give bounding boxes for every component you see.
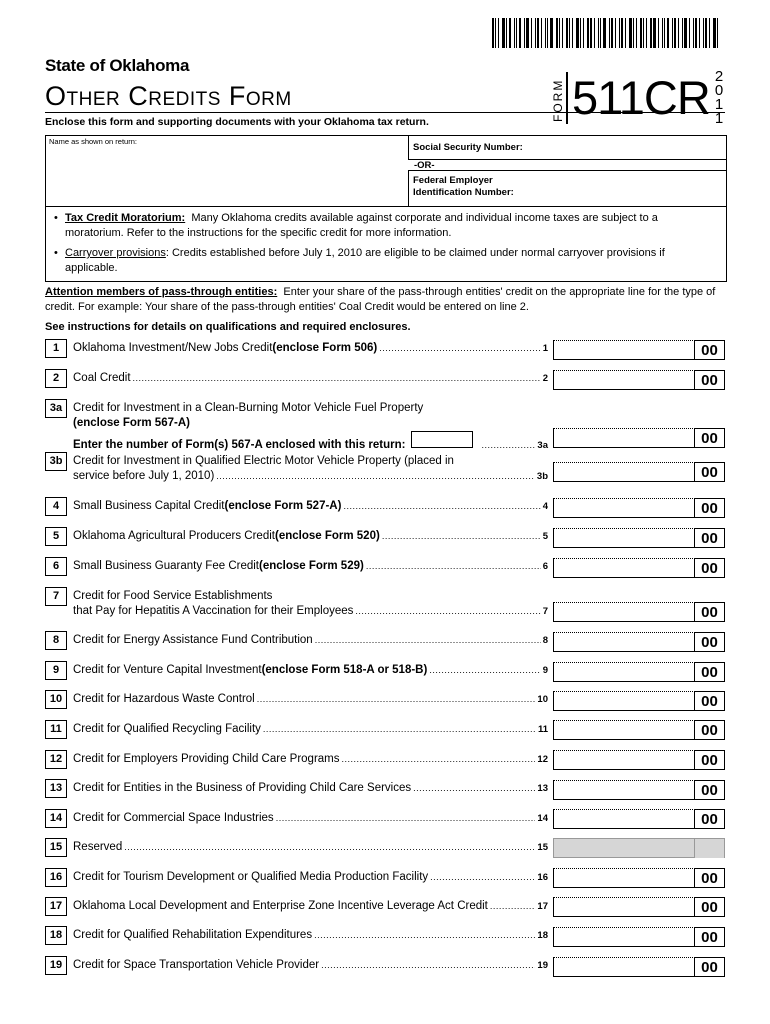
barcode-bar (664, 18, 665, 48)
carryover-notice (54, 246, 718, 276)
barcode (492, 18, 724, 48)
line-text-row (73, 499, 548, 514)
leader-dots (430, 870, 535, 885)
line-text-row (73, 840, 548, 855)
line-text-row (73, 692, 548, 707)
cents-field: 00 (694, 957, 724, 977)
barcode-bar (498, 18, 499, 48)
line-ref: 8 (542, 635, 548, 646)
line-description (73, 589, 548, 619)
barcode-bar (662, 18, 663, 48)
leader-dots (490, 899, 536, 914)
amount-field-line-2[interactable] (553, 370, 725, 390)
moratorium-title: Tax Credit Moratorium: (65, 212, 186, 224)
line-text: Credit for Venture Capital Investment (73, 664, 262, 676)
barcode-bar (705, 18, 707, 48)
line-text: service before July 1, 2010) (73, 470, 215, 482)
year-digit: 0 (714, 82, 724, 99)
cents-field: 00 (694, 428, 724, 448)
barcode-bar (537, 18, 539, 48)
barcode-bar (514, 18, 515, 48)
line-text-row (73, 663, 548, 678)
line-text-row (73, 811, 548, 826)
line-number: 19 (45, 956, 67, 975)
line-text-row (73, 899, 548, 914)
line-description (73, 341, 548, 356)
moratorium-text: Many Oklahoma credits available against corporate and individual income taxes are subject to a moratorium. Refer to the instructions for the specific credit for more information. (65, 212, 658, 239)
line-text-row (73, 416, 548, 431)
leader-dots (315, 633, 541, 648)
form-number: 511CR (566, 72, 706, 124)
barcode-bar (598, 18, 599, 48)
barcode-bar (541, 18, 542, 48)
line-text: that Pay for Hepatitis A Vaccination for their Employees (73, 605, 354, 617)
line-description (73, 401, 548, 453)
line-number: 9 (45, 661, 67, 680)
barcode-bar (615, 18, 616, 48)
barcode-bar (646, 18, 647, 48)
amount-field-line-18[interactable] (553, 927, 725, 947)
line-text: Oklahoma Local Development and Enterprise Zone Incentive Leverage Act Credit (73, 900, 488, 912)
amount-field-line-7[interactable] (553, 602, 725, 622)
line-description (73, 529, 548, 544)
line-number: 2 (45, 369, 67, 388)
barcode-bar (519, 18, 521, 48)
line-text-row (73, 454, 548, 469)
line-ref: 12 (537, 754, 548, 765)
barcode-bar (699, 18, 700, 48)
barcode-bar (506, 18, 507, 48)
line-ref: 18 (537, 930, 548, 941)
leader-dots (342, 752, 536, 767)
line-text-row (73, 371, 548, 386)
barcode-bar (713, 18, 716, 48)
line-description (73, 633, 548, 648)
line-text-row (73, 722, 548, 737)
amount-field-line-13[interactable] (553, 780, 725, 800)
line-description (73, 958, 548, 973)
line-number: 3a (45, 399, 67, 418)
barcode-bar (556, 18, 558, 48)
barcode-bar (678, 18, 679, 48)
barcode-bar (547, 18, 548, 48)
barcode-bar (658, 18, 659, 48)
amount-field-line-5[interactable] (553, 528, 725, 548)
barcode-bar (566, 18, 568, 48)
form-title: Other Credits Form (45, 81, 292, 111)
line-text-row (73, 431, 548, 453)
line-text-row (73, 341, 548, 356)
amount-field-line-19[interactable] (553, 957, 725, 977)
cents-field (694, 838, 724, 858)
line-number: 18 (45, 926, 67, 945)
form-label: FORM (551, 78, 565, 122)
line-text-row (73, 401, 548, 416)
year-digit: 1 (714, 110, 724, 127)
barcode-bar (636, 18, 637, 48)
line-description (73, 499, 548, 514)
leader-dots (257, 692, 536, 707)
tax-year (712, 70, 726, 126)
amount-field-line-10[interactable] (553, 691, 725, 711)
barcode-bar (709, 18, 710, 48)
line-ref: 1 (542, 343, 548, 354)
barcode-bar (594, 18, 595, 48)
barcode-bar (703, 18, 704, 48)
cents-field: 00 (694, 927, 724, 947)
line-text: Credit for Qualified Rehabilitation Expenditures (73, 929, 313, 941)
notice-box (45, 206, 727, 282)
line-ref: 19 (537, 960, 548, 971)
barcode-bar (516, 18, 517, 48)
leader-dots (379, 341, 540, 356)
cents-field: 00 (694, 780, 724, 800)
leader-dots (355, 604, 540, 619)
line-description (73, 692, 548, 707)
line-enclose-note: (enclose Form 567-A) (73, 417, 190, 429)
line-description (73, 811, 548, 826)
fein-label-line2: Identification Number: (413, 187, 514, 198)
barcode-bar (693, 18, 694, 48)
line-description (73, 840, 548, 855)
barcode-bar (650, 18, 652, 48)
line-text-row (73, 559, 548, 574)
cents-field: 00 (694, 528, 724, 548)
line-number: 1 (45, 339, 67, 358)
line-description (73, 870, 548, 885)
year-digit: 2 (714, 68, 724, 85)
amount-field-line-3b[interactable] (553, 462, 725, 482)
line-number: 7 (45, 587, 67, 606)
line-ref: 10 (537, 694, 548, 705)
amount-field-line-1[interactable] (553, 340, 725, 360)
barcode-bar (580, 18, 581, 48)
leader-dots (343, 499, 540, 514)
barcode-bar (695, 18, 697, 48)
line-ref: 15 (537, 842, 548, 853)
line-text: Credit for Energy Assistance Fund Contribution (73, 634, 313, 646)
line-description (73, 663, 548, 678)
barcode-bar (629, 18, 632, 48)
line-number: 12 (45, 750, 67, 769)
attention-paragraph (45, 285, 729, 315)
moratorium-notice (54, 211, 718, 241)
line-number: 5 (45, 527, 67, 546)
line-text-row (73, 928, 548, 943)
line-number: 14 (45, 809, 67, 828)
leader-dots (429, 663, 540, 678)
line-number: 13 (45, 779, 67, 798)
leader-dots (321, 958, 535, 973)
line-number: 6 (45, 557, 67, 576)
amount-field-line-11[interactable] (553, 720, 725, 740)
barcode-bar (502, 18, 505, 48)
line-text: Oklahoma Agricultural Producers Credit (73, 530, 275, 542)
amount-field-line-14[interactable] (553, 809, 725, 829)
barcode-bar (684, 18, 687, 48)
attention-title: Attention members of pass-through entities: (45, 286, 278, 298)
barcode-bar (640, 18, 642, 48)
year-digit: 1 (714, 96, 724, 113)
line-ref: 14 (537, 813, 548, 824)
barcode-bar (495, 18, 496, 48)
barcode-bar (619, 18, 620, 48)
line-text: Credit for Investment in Qualified Electric Motor Vehicle Property (placed in (73, 455, 454, 467)
line-ref: 11 (537, 724, 548, 735)
state-name: State of Oklahoma (45, 56, 190, 75)
line-ref: 2 (542, 373, 548, 384)
or-label: -OR- (414, 160, 435, 171)
line-text-row (73, 870, 548, 885)
enclose-instruction: Enclose this form and supporting documents with your Oklahoma tax return. (45, 116, 429, 128)
line-ref: 5 (542, 531, 548, 542)
line-enclose-note: (enclose Form 518-A or 518-B) (261, 664, 428, 676)
amount-field-line-4[interactable] (553, 498, 725, 518)
form-567a-count-input[interactable] (411, 431, 473, 448)
line-enclose-note: (enclose Form 529) (259, 560, 364, 572)
barcode-bar (625, 18, 626, 48)
line-ref: 7 (542, 606, 548, 617)
fein-label-line1: Federal Employer (413, 175, 493, 186)
barcode-bar (492, 18, 494, 48)
barcode-bar (562, 18, 563, 48)
line-ref: 16 (537, 872, 548, 883)
barcode-bar (717, 18, 718, 48)
line-text: Credit for Hazardous Waste Control (73, 693, 255, 705)
leader-dots (366, 559, 541, 574)
leader-dots (413, 781, 535, 796)
barcode-bar (689, 18, 690, 48)
line-text: Credit for Employers Providing Child Care Programs (73, 753, 340, 765)
line-ref: 13 (537, 783, 548, 794)
barcode-bar (611, 18, 613, 48)
line-ref: 3a (537, 440, 548, 451)
barcode-bar (609, 18, 610, 48)
barcode-bar (643, 18, 644, 48)
barcode-bar (545, 18, 546, 48)
cents-field: 00 (694, 462, 724, 482)
barcode-bar (576, 18, 579, 48)
line-description (73, 781, 548, 796)
barcode-bar (559, 18, 560, 48)
cents-field: 00 (694, 632, 724, 652)
line-number: 16 (45, 868, 67, 887)
barcode-bar (633, 18, 634, 48)
line-number: 17 (45, 897, 67, 916)
line-text: Credit for Investment in a Clean-Burning Motor Vehicle Fuel Property (73, 402, 424, 414)
line-text-row (73, 529, 548, 544)
cents-field: 00 (694, 720, 724, 740)
carryover-text: : Credits established before July 1, 2010 are eligible to be claimed under normal carryover provisions if applicable. (65, 247, 665, 274)
barcode-bar (674, 18, 676, 48)
line-text: Credit for Space Transportation Vehicle Provider (73, 959, 320, 971)
barcode-bar (603, 18, 606, 48)
amount-field-line-17[interactable] (553, 897, 725, 917)
cents-field: 00 (694, 750, 724, 770)
cents-field: 00 (694, 868, 724, 888)
line-text-row (73, 469, 548, 484)
line-count-prompt: Enter the number of Form(s) 567-A enclosed with this return: (73, 439, 406, 451)
leader-dots (481, 438, 535, 453)
line-text-row (73, 633, 548, 648)
cents-field: 00 (694, 897, 724, 917)
leader-dots (382, 529, 541, 544)
amount-field-line-16[interactable] (553, 868, 725, 888)
line-text: Credit for Food Service Establishments (73, 590, 273, 602)
line-text: Credit for Entities in the Business of Providing Child Care Services (73, 782, 412, 794)
line-text: Oklahoma Investment/New Jobs Credit (73, 342, 273, 354)
barcode-bar (653, 18, 656, 48)
line-description (73, 454, 548, 484)
ssn-field[interactable] (408, 136, 726, 160)
leader-dots (276, 811, 536, 826)
line-text-row (73, 604, 548, 619)
carryover-title: Carryover provisions (65, 247, 166, 259)
line-enclose-note: (enclose Form 527-A) (224, 500, 342, 512)
line-enclose-note: (enclose Form 506) (272, 342, 378, 354)
cents-field: 00 (694, 558, 724, 578)
line-number: 3b (45, 452, 67, 471)
barcode-bar (569, 18, 570, 48)
cents-field: 00 (694, 691, 724, 711)
amount-field-line-12[interactable] (553, 750, 725, 770)
leader-dots (133, 371, 541, 386)
line-text-row (73, 752, 548, 767)
line-description (73, 899, 548, 914)
line-number: 8 (45, 631, 67, 650)
line-number: 11 (45, 720, 67, 739)
line-ref: 4 (542, 501, 548, 512)
amount-field-line-8[interactable] (553, 632, 725, 652)
cents-field: 00 (694, 370, 724, 390)
cents-field: 00 (694, 662, 724, 682)
line-text: Credit for Tourism Development or Qualified Media Production Facility (73, 871, 429, 883)
line-description (73, 371, 548, 386)
line-description (73, 752, 548, 767)
line-ref: 6 (542, 561, 548, 572)
line-text: Small Business Capital Credit (73, 500, 225, 512)
barcode-bar (531, 18, 532, 48)
barcode-bar (600, 18, 601, 48)
line-number: 10 (45, 690, 67, 709)
attention-text: Enter your share of the pass-through entities' credit on the appropriate line for the type of credit. For example: Your share of the pass-through entities' Coal Credit would be entered on line 2. (45, 286, 716, 313)
amount-field-line-6[interactable] (553, 558, 725, 578)
name-label: Name as shown on return: (49, 137, 137, 146)
barcode-bar (672, 18, 673, 48)
line-text: Reserved (73, 841, 123, 853)
barcode-bar (509, 18, 511, 48)
line-description (73, 722, 548, 737)
cents-field: 00 (694, 498, 724, 518)
line-number: 4 (45, 497, 67, 516)
line-text: Credit for Qualified Recycling Facility (73, 723, 261, 735)
cents-field: 00 (694, 809, 724, 829)
barcode-bar (524, 18, 525, 48)
barcode-bar (526, 18, 529, 48)
ssn-label: Social Security Number: (413, 142, 523, 153)
barcode-bar (682, 18, 683, 48)
line-text-row (73, 958, 548, 973)
line-enclose-note: (enclose Form 520) (274, 530, 380, 542)
barcode-bar (583, 18, 584, 48)
line-text-row (73, 589, 548, 604)
cents-field: 00 (694, 602, 724, 622)
see-instructions: See instructions for details on qualifications and required enclosures. (45, 321, 411, 333)
barcode-bar (550, 18, 553, 48)
barcode-bar (535, 18, 536, 48)
line-text: Small Business Guaranty Fee Credit (73, 560, 259, 572)
amount-field-line-9[interactable] (553, 662, 725, 682)
barcode-bar (590, 18, 592, 48)
line-text: Coal Credit (73, 372, 131, 384)
leader-dots (216, 469, 535, 484)
barcode-bar (587, 18, 589, 48)
barcode-bar (572, 18, 573, 48)
fein-field[interactable] (408, 170, 726, 207)
line-number: 15 (45, 838, 67, 857)
barcode-bar (621, 18, 623, 48)
line-ref: 9 (542, 665, 548, 676)
leader-dots (314, 928, 535, 943)
line-ref: 17 (537, 901, 548, 912)
cents-field: 00 (694, 340, 724, 360)
barcode-bar (667, 18, 669, 48)
leader-dots (263, 722, 536, 737)
leader-dots (124, 840, 535, 855)
amount-field-line-15 (553, 838, 725, 858)
line-description (73, 928, 548, 943)
amount-field-line-3a[interactable] (553, 428, 725, 448)
line-text-row (73, 781, 548, 796)
line-ref: 3b (536, 471, 548, 482)
line-text: Credit for Commercial Space Industries (73, 812, 274, 824)
line-description (73, 559, 548, 574)
